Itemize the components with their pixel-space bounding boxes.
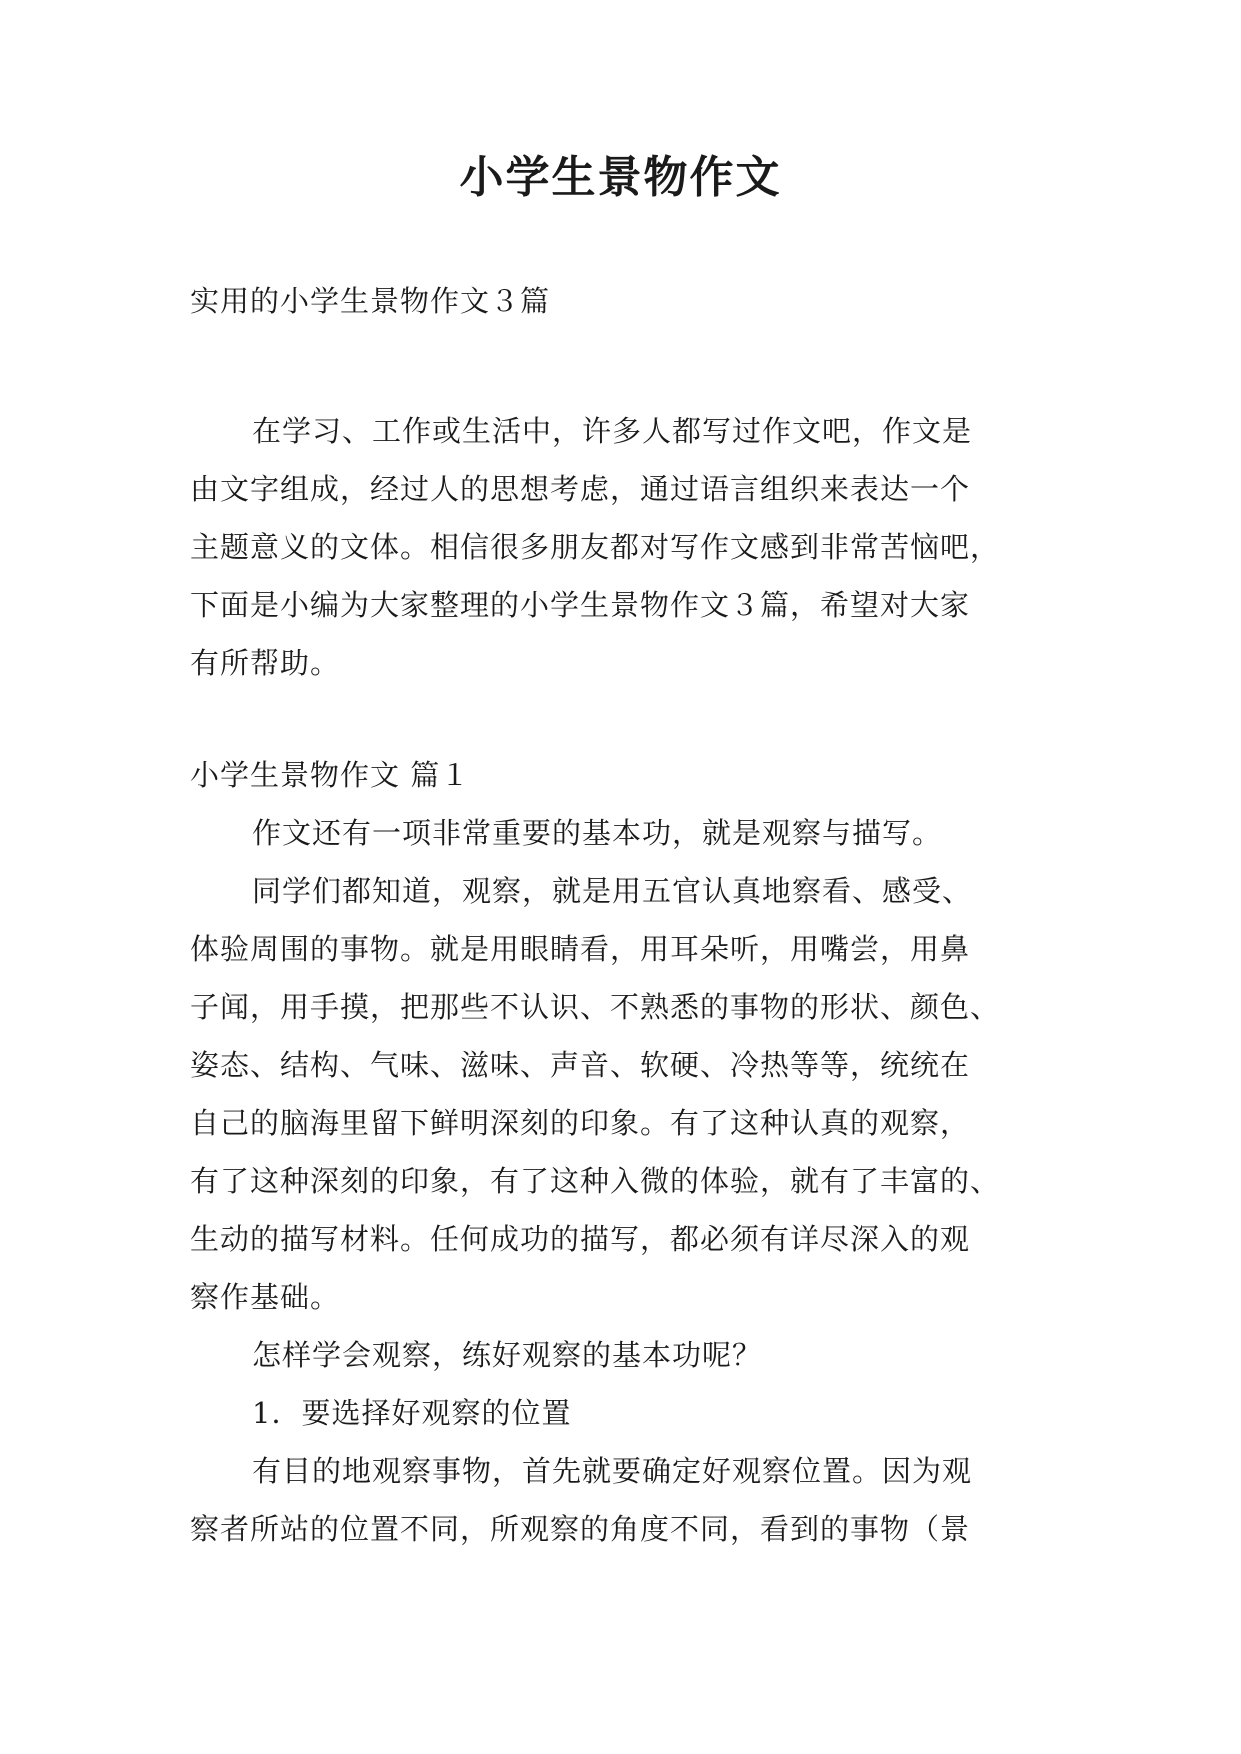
paragraph-5-line: 有目的地观察事物，首先就要确定好观察位置。因为观 xyxy=(252,1454,973,1488)
paragraph-2-line: 体验周围的事物。就是用眼睛看，用耳朵听，用嘴尝，用鼻 xyxy=(190,932,971,966)
paragraph-2 xyxy=(190,862,1070,1326)
paragraph-2-line: 子闻，用手摸，把那些不认识、不熟悉的事物的形状、颜色、 xyxy=(190,990,1001,1024)
intro-line: 有所帮助。 xyxy=(190,646,341,680)
paragraph-1: 作文还有一项非常重要的基本功，就是观察与描写。 xyxy=(252,816,943,850)
intro-line: 由文字组成，经过人的思想考虑，通过语言组织来表达一个 xyxy=(190,472,971,506)
intro-paragraph xyxy=(190,402,1070,692)
paragraph-5 xyxy=(190,1442,1070,1558)
paragraph-2-line: 生动的描写材料。任何成功的描写，都必须有详尽深入的观 xyxy=(190,1222,971,1256)
intro-line: 主题意义的文体。相信很多朋友都对写作文感到非常苦恼吧， xyxy=(190,530,1001,564)
section-heading: 小学生景物作文 篇１ xyxy=(190,758,471,792)
paragraph-2-line: 有了这种深刻的印象，有了这种入微的体验，就有了丰富的、 xyxy=(190,1164,1001,1198)
paragraph-5-line: 察者所站的位置不同，所观察的角度不同，看到的事物（景 xyxy=(190,1512,971,1546)
paragraph-2-line: 姿态、结构、气味、滋味、声音、软硬、冷热等等，统统在 xyxy=(190,1048,971,1082)
intro-line: 下面是小编为大家整理的小学生景物作文３篇，希望对大家 xyxy=(190,588,971,622)
document-title: 小学生景物作文 xyxy=(459,152,782,203)
paragraph-2-line: 察作基础。 xyxy=(190,1280,341,1314)
intro-line: 在学习、工作或生活中，许多人都写过作文吧，作文是 xyxy=(252,414,973,448)
paragraph-4-heading: 1．要选择好观察的位置 xyxy=(252,1396,572,1430)
paragraph-3: 怎样学会观察，练好观察的基本功呢？ xyxy=(252,1338,763,1372)
paragraph-2-line: 同学们都知道，观察，就是用五官认真地察看、感受、 xyxy=(252,874,973,908)
document-subtitle: 实用的小学生景物作文３篇 xyxy=(190,284,551,318)
paragraph-2-line: 自己的脑海里留下鲜明深刻的印象。有了这种认真的观察， xyxy=(190,1106,971,1140)
